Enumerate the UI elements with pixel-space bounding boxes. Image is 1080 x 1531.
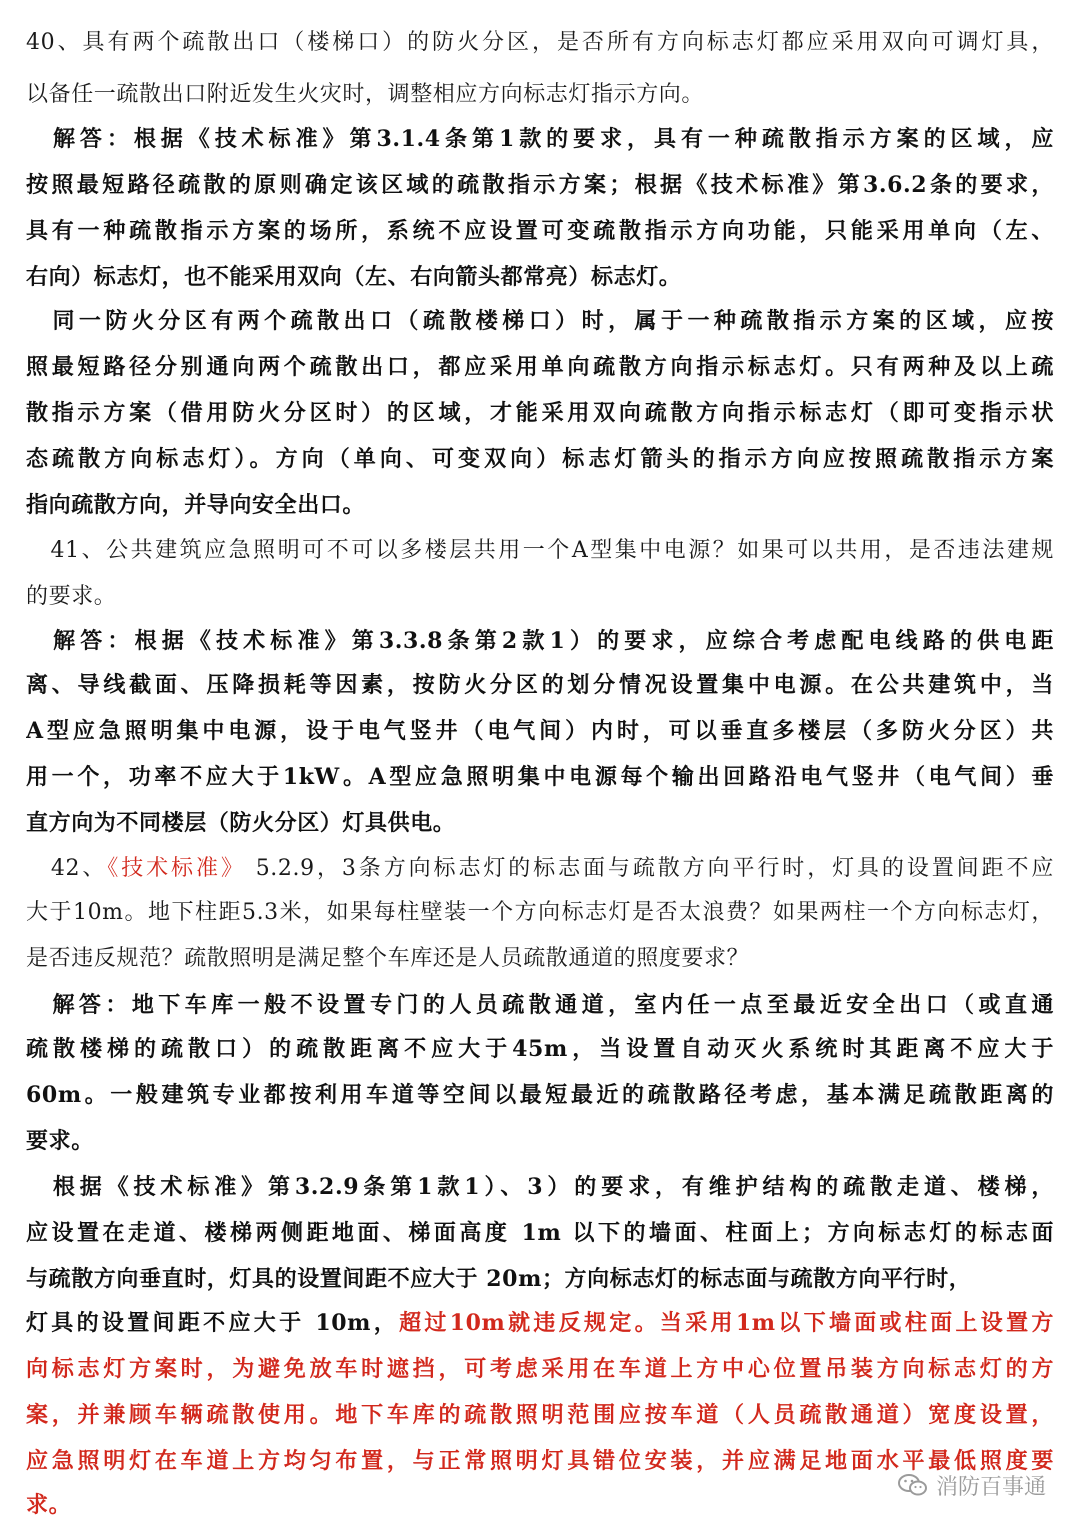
text-line [26,708,1054,754]
text-line [26,1072,1054,1118]
text-line [26,936,1054,982]
text-run: 解答：根据《技术标准》第3.1.4条第1款的要求，具有一种疏散指示方案的区域，应 [26,126,1054,152]
text-line [26,1118,1054,1164]
text-run: 灯具的设置间距不应大于 10m， [26,1310,400,1336]
text-run: 《技术标准》 [107,856,246,881]
watermark-text: 消防百事通 [935,1474,1046,1500]
text-line [26,1346,1054,1392]
text-line [26,1026,1054,1072]
text-run: 以备任一疏散出口附近发生火灾时，调整相应方向标志灯指示方向。 [26,82,705,107]
text-line [26,344,1054,390]
wechat-icon [898,1474,928,1496]
text-line [26,846,1054,892]
text-line [26,1210,1054,1256]
text-run: 向标志灯方案时，为避免放车时遮挡，可考虑采用在车道上方中心位置吊装方向标志灯的方 [26,1356,1054,1382]
text-run: A型应急照明集中电源，设于电气竖井（电气间）内时，可以垂直多楼层（多防火分区）共 [26,718,1054,744]
text-run: 大于10m。地下柱距5.3米，如果每柱壁装一个方向标志灯是否太浪费？如果两柱一个方向标志灯， [26,900,1054,925]
text-run: 是否违反规范？疏散照明是满足整个车库还是人员疏散通道的照度要求？ [26,946,750,971]
text-run: 照最短路径分别通向两个疏散出口，都应采用单向疏散方向指示标志灯。只有两种及以上疏 [26,354,1054,380]
text-run: 解答：地下车库一般不设置专门的人员疏散通道，室内任一点至最近安全出口（或直通 [26,992,1054,1018]
text-run: 离、导线截面、压降损耗等因素，按防火分区的划分情况设置集中电源。在公共建筑中，当 [26,672,1054,698]
text-line [26,390,1054,436]
text-run: 42、 [26,856,108,881]
text-line [26,254,1054,300]
text-line [26,1392,1054,1438]
text-run: 的要求。 [26,584,117,609]
text-line [26,890,1054,936]
text-line [26,1256,1054,1302]
text-run: 疏散楼梯的疏散口）的疏散距离不应大于45m，当设置自动灭火系统时其距离不应大于 [26,1036,1054,1062]
text-line [26,528,1054,574]
text-run: 超过10m就违反规定。当采用1m以下墙面或柱面上设置方 [399,1310,1054,1336]
text-line [26,754,1054,800]
text-run: 直方向为不同楼层（防火分区）灯具供电。 [26,810,456,836]
text-run: 求。 [26,1492,72,1518]
text-line [26,1164,1054,1210]
text-line [26,800,1054,846]
watermark [898,1462,1046,1508]
text-run: 应设置在走道、楼梯两侧距地面、梯面高度 1m 以下的墙面、柱面上；方向标志灯的标志面 [26,1220,1054,1246]
text-line [26,982,1054,1028]
text-line [26,618,1054,664]
text-run: 案，并兼顾车辆疏散使用。地下车库的疏散照明范围应按车道（人员疏散通道）宽度设置， [26,1402,1054,1428]
text-line [26,574,1054,620]
text-run: 具有一种疏散指示方案的场所，系统不应设置可变疏散指示方向功能，只能采用单向（左、 [26,218,1054,244]
text-run: 应急照明灯在车道上方均匀布置，与正常照明灯具错位安装，并应满足地面水平最低照度要 [26,1448,1054,1474]
text-run: 40、具有两个疏散出口（楼梯口）的防火分区，是否所有方向标志灯都应采用双向可调灯具， [26,30,1054,55]
text-run: 要求。 [26,1128,94,1154]
text-run: 态疏散方向标志灯）。方向（单向、可变双向）标志灯箭头的指示方向应按照疏散指示方案 [26,446,1054,472]
text-run: 60m。一般建筑专业都按利用车道等空间以最短最近的疏散路径考虑，基本满足疏散距离的 [26,1082,1054,1108]
text-run: 同一防火分区有两个疏散出口（疏散楼梯口）时，属于一种疏散指示方案的区域，应按 [26,308,1054,334]
text-run: 5.2.9，3条方向标志灯的标志面与疏散方向平行时，灯具的设置间距不应 [245,856,1054,881]
text-run: 右向）标志灯，也不能采用双向（左、右向箭头都常亮）标志灯。 [26,264,682,290]
text-run: 散指示方案（借用防火分区时）的区域，才能采用双向疏散方向指示标志灯（即可变指示状 [26,400,1054,426]
text-run: 根据《技术标准》第3.2.9条第1款1）、3）的要求，有维护结构的疏散走道、楼梯， [26,1174,1054,1200]
text-run: 与疏散方向垂直时，灯具的设置间距不应大于 20m；方向标志灯的标志面与疏散方向平行时， [26,1266,972,1292]
text-line [26,208,1054,254]
text-line [26,662,1054,708]
text-line [26,298,1054,344]
text-line [26,1300,1054,1346]
text-run: 41、公共建筑应急照明可不可以多楼层共用一个A型集中电源？如果可以共用，是否违法建规 [26,538,1054,563]
text-line [26,162,1054,208]
text-line [26,482,1054,528]
text-run: 解答：根据《技术标准》第3.3.8条第2款1）的要求，应综合考虑配电线路的供电距 [26,628,1054,654]
text-run: 用一个，功率不应大于1kW。A型应急照明集中电源每个输出回路沿电气竖井（电气间）垂 [26,764,1054,790]
text-run: 指向疏散方向，并导向安全出口。 [26,492,366,518]
text-line [26,72,1054,118]
text-run: 按照最短路径疏散的原则确定该区域的疏散指示方案；根据《技术标准》第3.6.2条的要求， [26,172,1054,198]
text-line [26,20,1054,66]
text-line [26,436,1054,482]
text-line [26,116,1054,162]
